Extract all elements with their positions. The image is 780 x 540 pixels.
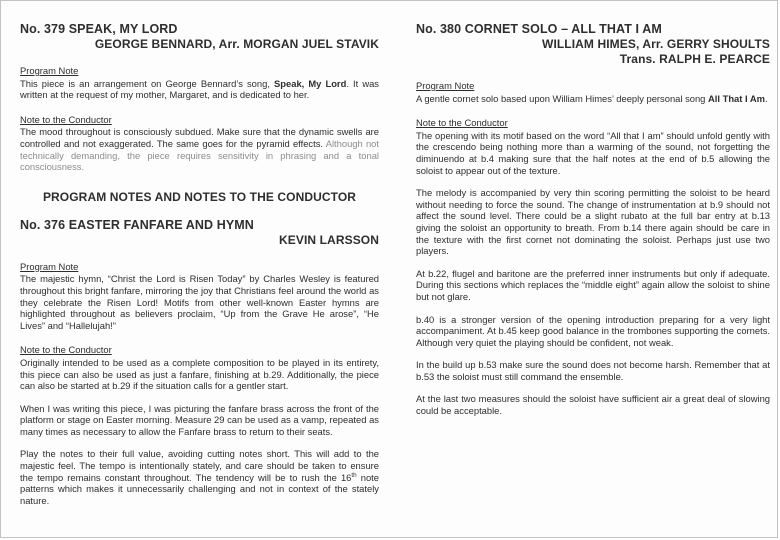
piece-379-composer-byline: GEORGE BENNARD, Arr. MORGAN JUEL STAVIK (94, 37, 379, 51)
piece-376-title: No. 376 EASTER FANFARE AND HYMN (20, 217, 254, 232)
program-note-text-part: A gentle cornet solo based upon William Himes’ deeply personal song (416, 92, 709, 104)
piece-376-conductor-note-paragraph-3 (20, 448, 379, 506)
program-note-text-part: . It was written at the request of my mother, Margaret, and is dedicated to her. (20, 77, 379, 101)
piece-376-program-note-label: Program Note (20, 260, 79, 272)
piece-380-conductor-note-paragraph-1: The opening with its motif based on the word “All that I am” should unfold gently with the crescendo being nothing more than a warming of the sound, not forgetting the diminuendo at b.4 making sure that the half notes at the end of b.5 allowing the soloist to appear out of the texture. (416, 129, 770, 176)
piece-379-program-note-text (20, 78, 379, 101)
right-column (416, 22, 770, 428)
piece-376-conductor-note-paragraph-2: When I was writing this piece, I was picturing the fanfare brass across the front of the platform or stage on Easter morning. Measure 29 can be used as a vamp, repeated as many times as necessary to allow the Fanfare brass to return to their seats. (20, 402, 379, 437)
piece-380-program-note-text (416, 93, 770, 105)
piece-380-conductor-note-paragraph-3: At b.22, flugel and baritone are the preferred inner instruments but only if adequate. During this sections which replaces the “middle eight” again allow the soloist to shine but not glare. (416, 267, 770, 302)
piece-379-conductor-note-label: Note to the Conductor (20, 113, 112, 125)
piece-376-composer-byline: KEVIN LARSSON (279, 232, 379, 247)
program-note-text-part: . (764, 92, 768, 104)
conductor-note-faded-text: Although not technically demanding, the piece requires sensitivity in phrasing and a tonal consciousness. (20, 137, 379, 173)
conductor-note-text-part: The mood throughout is consciously subdued. Make sure that the dynamic swells are controlled and not exaggerated. The same goes for the pyramid effects. (20, 126, 379, 149)
piece-379-program-note-label: Program Note (20, 65, 79, 76)
left-column (20, 22, 379, 517)
ordinal-superscript: th (351, 471, 357, 479)
piece-380-conductor-note-paragraph-4: b.40 is a stronger version of the opening introduction preparing for a very light accompaniment. At b.45 keep good balance in the trombones supporting the cornets. Although very quiet the playing should be confident, not weak. (416, 313, 770, 348)
piece-380-title: No. 380 CORNET SOLO – ALL THAT I AM (416, 22, 662, 36)
conductor-note-text-part: Play the notes to their full value, avoiding cutting notes short. This will add to the majestic feel. The tempo is intentionally stately, and care should be taken to ensure the tempo remains constant throughout. The tendency will be to rush the 16 (20, 448, 379, 483)
piece-380-program-note-label: Program Note (416, 80, 475, 91)
piece-380-conductor-note-paragraph-6: At the last two measures should the soloist have sufficient air a great deal of slowing could be acceptable. (416, 393, 770, 417)
piece-379-title: No. 379 SPEAK, MY LORD (20, 22, 178, 36)
piece-376-program-note-text: The majestic hymn, “Christ the Lord is Risen Today” by Charles Wesley is featured throughout this bright fanfare, mirroring the joy that Christians feel around the world as they celebrate the Risen Lord! Motifs from other well-known Easter hymns are highlighted throughout as believers proclaim, “Up from the Grave He arose”, “He Lives” and “Hallelujah!” (20, 273, 379, 331)
piece-380-conductor-note-paragraph-2: The melody is accompanied by very thin scoring permitting the soloist to be heard without needing to force the sound. The change of instrumentation at b.9 should not affect the sound level. There could be a slight rubato at the full bar entry at b.13 giving the soloist an opportunity to breath. From b.14 there again should be care in the texture with the first cornet not dominating the soloist. Perhaps just use two players. (416, 187, 770, 257)
piece-380-conductor-note-label: Note to the Conductor (416, 117, 508, 129)
piece-379-conductor-note-text (20, 126, 379, 172)
piece-376-conductor-note-paragraph-1: Originally intended to be used as a complete composition to be played in its entirety, this piece can also be used as just a fanfare, finishing at b.29. Additionally, the piece can also be started at b.29 if the situation calls for a gentler start. (20, 356, 379, 392)
conductor-note-text-part: note patterns which makes it unnecessarily challenging and not in context of the stately nature. (20, 471, 379, 506)
program-note-bold-song-title: All That I Am (708, 92, 765, 104)
program-note-bold-song-title: Speak, My Lord (274, 77, 347, 89)
piece-376-conductor-note-label: Note to the Conductor (20, 344, 112, 356)
section-heading: PROGRAM NOTES AND NOTES TO THE CONDUCTOR (42, 189, 357, 204)
piece-380-translator-byline: Trans. RALPH E. PEARCE (619, 52, 770, 66)
program-note-text-part: This piece is an arrangement on George Bennard’s song, (20, 77, 275, 89)
piece-380-conductor-note-paragraph-5: In the build up b.53 make sure the sound does not become harsh. Remember that at b.53 the soloist must still command the ensemble. (416, 359, 770, 382)
piece-380-composer-byline: WILLIAM HIMES, Arr. GERRY SHOULTS (542, 37, 770, 51)
